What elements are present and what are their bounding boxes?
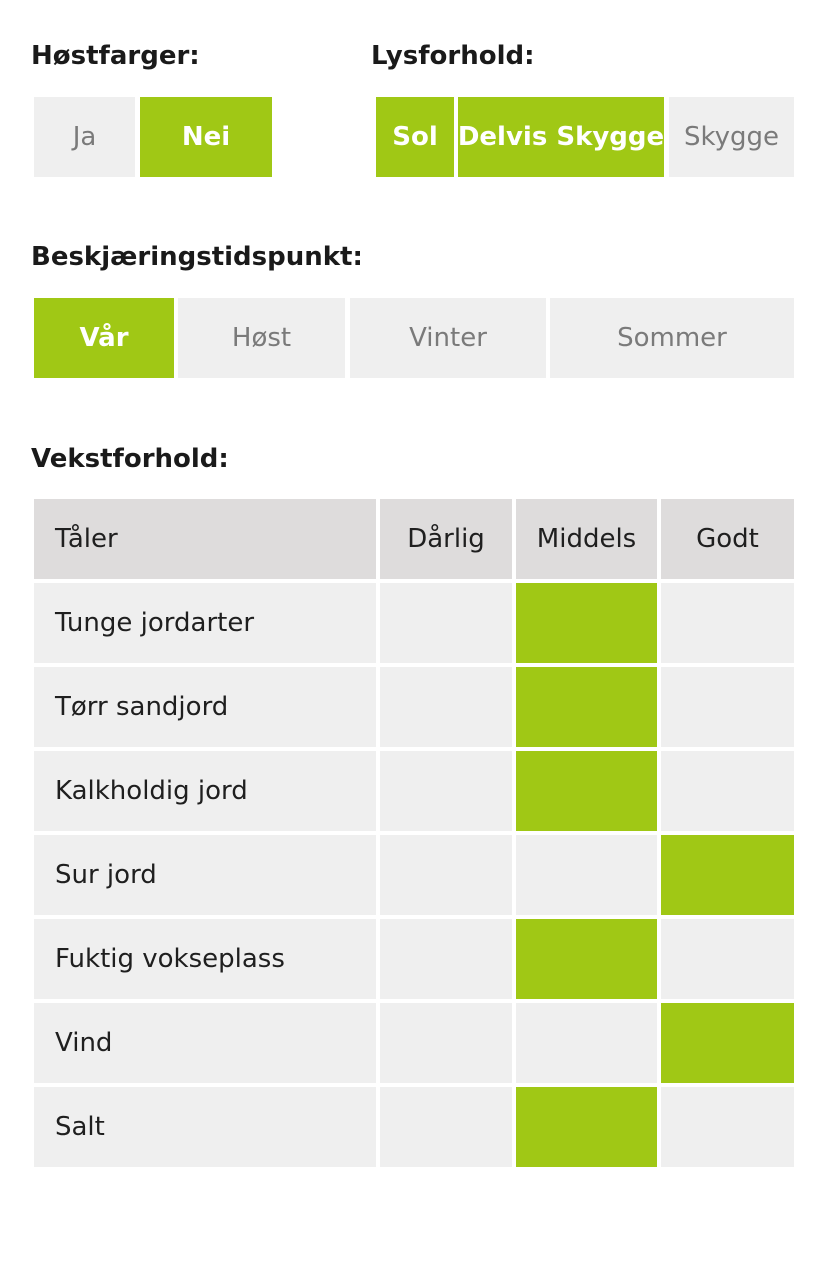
table-row-label-torr-sandjord: Tørr sandjord: [34, 667, 376, 747]
lysforhold-option-sol[interactable]: Sol: [376, 97, 454, 177]
lysforhold-option-delvis-skygge[interactable]: Delvis Skygge: [458, 97, 664, 177]
rating-cell-vind-darlig: [380, 1003, 512, 1083]
lysforhold-title: Lysforhold:: [371, 41, 535, 71]
rating-cell-kalkholdig-jord-middels: [516, 751, 657, 831]
rating-cell-torr-sandjord-godt: [661, 667, 794, 747]
rating-cell-sur-jord-godt: [661, 835, 794, 915]
rating-cell-tunge-jordarter-darlig: [380, 583, 512, 663]
table-row-label-tunge-jordarter: Tunge jordarter: [34, 583, 376, 663]
rating-cell-salt-middels: [516, 1087, 657, 1167]
table-row-label-fuktig-vokseplass: Fuktig vokseplass: [34, 919, 376, 999]
beskjaering-option-host[interactable]: Høst: [178, 298, 345, 378]
rating-cell-fuktig-vokseplass-middels: [516, 919, 657, 999]
table-row-label-vind: Vind: [34, 1003, 376, 1083]
rating-cell-sur-jord-middels: [516, 835, 657, 915]
beskjaering-option-sommer[interactable]: Sommer: [550, 298, 794, 378]
table-header-godt: Godt: [661, 499, 794, 579]
vekstforhold-title: Vekstforhold:: [31, 444, 229, 474]
table-header-middels: Middels: [516, 499, 657, 579]
rating-cell-salt-godt: [661, 1087, 794, 1167]
beskjaering-option-var[interactable]: Vår: [34, 298, 174, 378]
rating-cell-fuktig-vokseplass-godt: [661, 919, 794, 999]
rating-cell-fuktig-vokseplass-darlig: [380, 919, 512, 999]
table-row-label-kalkholdig-jord: Kalkholdig jord: [34, 751, 376, 831]
rating-cell-vind-godt: [661, 1003, 794, 1083]
beskjaering-option-vinter[interactable]: Vinter: [350, 298, 546, 378]
hostfarger-title: Høstfarger:: [31, 41, 200, 71]
rating-cell-tunge-jordarter-godt: [661, 583, 794, 663]
hostfarger-option-ja[interactable]: Ja: [34, 97, 135, 177]
rating-cell-salt-darlig: [380, 1087, 512, 1167]
rating-cell-sur-jord-darlig: [380, 835, 512, 915]
table-header-darlig: Dårlig: [380, 499, 512, 579]
rating-cell-kalkholdig-jord-darlig: [380, 751, 512, 831]
table-row-label-salt: Salt: [34, 1087, 376, 1167]
table-header-taler: Tåler: [34, 499, 376, 579]
beskjaering-title: Beskjæringstidspunkt:: [31, 242, 363, 272]
rating-cell-tunge-jordarter-middels: [516, 583, 657, 663]
rating-cell-torr-sandjord-middels: [516, 667, 657, 747]
lysforhold-option-skygge[interactable]: Skygge: [669, 97, 794, 177]
table-row-label-sur-jord: Sur jord: [34, 835, 376, 915]
rating-cell-vind-middels: [516, 1003, 657, 1083]
rating-cell-kalkholdig-jord-godt: [661, 751, 794, 831]
rating-cell-torr-sandjord-darlig: [380, 667, 512, 747]
hostfarger-option-nei[interactable]: Nei: [140, 97, 272, 177]
